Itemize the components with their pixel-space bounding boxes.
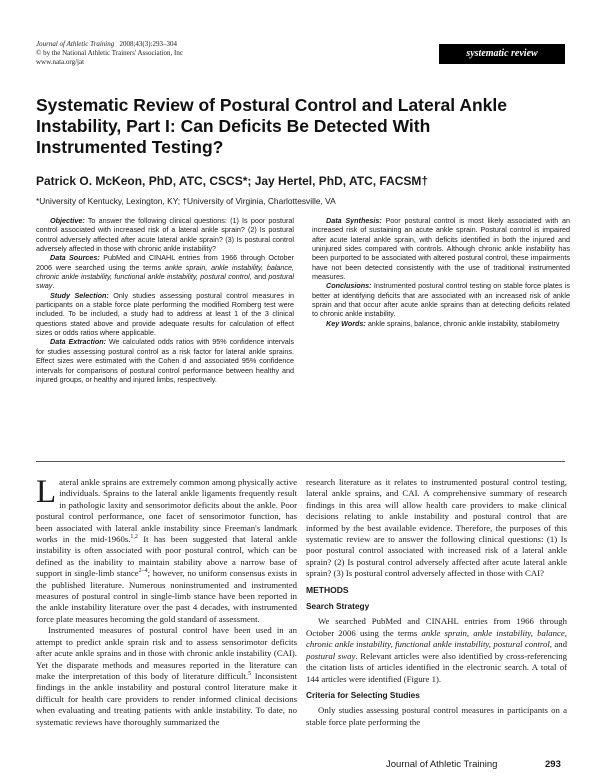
criteria-paragraph: Only studies assessing postural control measures in participants on a stable force plate performing the xyxy=(306,705,567,727)
page-number: 293 xyxy=(545,759,561,770)
abstract-left-column xyxy=(36,216,294,384)
journal-header xyxy=(36,40,276,67)
section-tag: systematic review xyxy=(439,44,565,64)
abstract-conclusions: Conclusions: Instrumented postural control testing on stable force plates is better at identifying deficits that are associated with an increased risk of ankle sprain and that occur after acute ankle sprains than at detecting deficits related to chronic ankle instability. xyxy=(312,281,570,319)
abstract-data-synthesis: Data Synthesis: Poor postural control is most likely associated with an increased risk of sustaining an acute ankle sprain. Postural control is impaired after acute lateral ankle sprain, with deficits identified in both the injured and uninjured sides compared with controls. Although chronic ankle instability has been purported to be associated with altered postural control, these impairments have not been detected consistently with the use of traditional instrumented measures. xyxy=(312,216,570,282)
body-left-column xyxy=(36,474,297,728)
section-divider xyxy=(36,461,565,462)
methods-heading: METHODS xyxy=(306,584,349,595)
copyright-line: © by the National Athletic Trainers' Association, Inc xyxy=(36,49,183,57)
abstract-study-selection: Study Selection: Only studies assessing postural control measures in participants on a stable force plate performing the modified Romberg test were included. To be included, a study had to address at least 1 of the 3 clinical questions stated above and provide adequate results for calculation of effect sizes or odds ratios where applicable. xyxy=(36,290,294,338)
drop-cap: L xyxy=(36,474,57,510)
intro-paragraph-1: Lateral ankle sprains are extremely common among physically active individuals. Sprains to the lateral ankle ligaments frequently result in pathologic laxity and sensorimotor deficits about the ankle. Poor postural control performance, one facet of sensorimotor function, has been associated with lateral ankle instability since Freeman's landmark works in the mid-1960s.$^{1,2}$ It has been suggested that lateral ankle instability is often associated with poor postural control, which can be defined as the inability to maintain stability above a narrow base of support in single-limb stance$^{2-4}$; however, no uniform consensus exists in the published literature. Numerous noninstrumented and instrumented measures of postural control in single-limb stance have been reported in the ankle instability literature over the past 4 decades, with instrumented force plate measures becoming the gold standard of assessment. xyxy=(36,474,297,624)
abstract-objective: Objective: To answer the following clinical questions: (1) Is poor postural control associated with increased risk of a lateral ankle sprain? (2) Is postural control adversely affected after acute lateral ankle sprain? (3) Is postural control adversely affected in those with chronic ankle instability? xyxy=(36,216,294,254)
journal-citation: 2008;43(3):293–304 xyxy=(119,40,178,48)
search-strategy-heading: Search Strategy xyxy=(306,601,370,612)
abstract-keywords: Key Words: ankle sprains, balance, chronic ankle instability, stabilometry xyxy=(326,318,560,328)
article-authors: Patrick O. McKeon, PhD, ATC, CSCS*; Jay Hertel, PhD, ATC, FACSM† xyxy=(36,174,429,188)
article-title: Systematic Review of Postural Control and Lateral Ankle Instability, Part I: Can Deficits Be Detected With Instrumented Testing? xyxy=(36,95,508,157)
author-affiliation: *University of Kentucky, Lexington, KY; †University of Virginia, Charlottesville, VA xyxy=(36,196,336,206)
abstract-right-column xyxy=(312,216,570,328)
abstract-data-extraction: Data Extraction: We calculated odds ratios with 95% confidence intervals for studies assessing postural control as a risk factor for lateral ankle sprains. Effect sizes were estimated with the Cohen d and associated 95% confidence intervals for comparisons of postural control performance between healthy and injured groups, or healthy and injured limbs, respectively. xyxy=(36,337,294,384)
journal-website: www.nata.org/jat xyxy=(36,58,85,66)
criteria-heading: Criteria for Selecting Studies xyxy=(306,689,420,700)
body-right-column xyxy=(306,477,567,728)
search-strategy-paragraph: We searched PubMed and CINAHL entries from 1966 through October 2006 using the terms ankle sprain, ankle instability, balance, chronic ankle instability, functional ankle instability, postural control, and postural sway. Relevant articles were also identified by cross-referencing the citation lists of articles identified in the electronic search. A total of 144 articles were identified (Figure 1). xyxy=(306,616,567,684)
intro-paragraph-2: Instrumented measures of postural control have been used in an attempt to predict ankle sprain risk and to assess sensorimotor deficits after acute ankle sprains and in those with chronic ankle instability (CAI). Yet the disparate methods and measures reported in the literature can make the interpretation of this body of literature difficult.$^5$ Inconsistent findings in the ankle instability and postural control literature make it difficult for health care providers to render informed clinical decisions when evaluating and treating patients with ankle instability. To date, no systematic reviews have thoroughly summarized the xyxy=(36,625,297,727)
abstract-data-sources: Data Sources: PubMed and CINAHL entries from 1966 through October 2006 were searched using the terms ankle sprain, ankle instability, balance, chronic ankle instability, functional ankle instability, postural control, and postural sway. xyxy=(36,253,295,291)
journal-name: Journal of Athletic Training xyxy=(36,40,115,48)
footer-journal-name: Journal of Athletic Training xyxy=(386,759,498,770)
intro-paragraph-3: research literature as it relates to instrumented postural control testing, lateral ankle sprains, and CAI. A comprehensive summary of research findings in this area will allow health care providers to make clinical decisions relating to ankle instability and postural control that are informed by the best available evidence. Therefore, the purposes of this systematic review are to answer the following clinical questions: (1) Is poor postural control associated with increased risk of a lateral ankle sprain? (2) Is postural control adversely affected after acute lateral ankle sprain? (3) Is postural control adversely affected in those with CAI? xyxy=(306,477,567,579)
